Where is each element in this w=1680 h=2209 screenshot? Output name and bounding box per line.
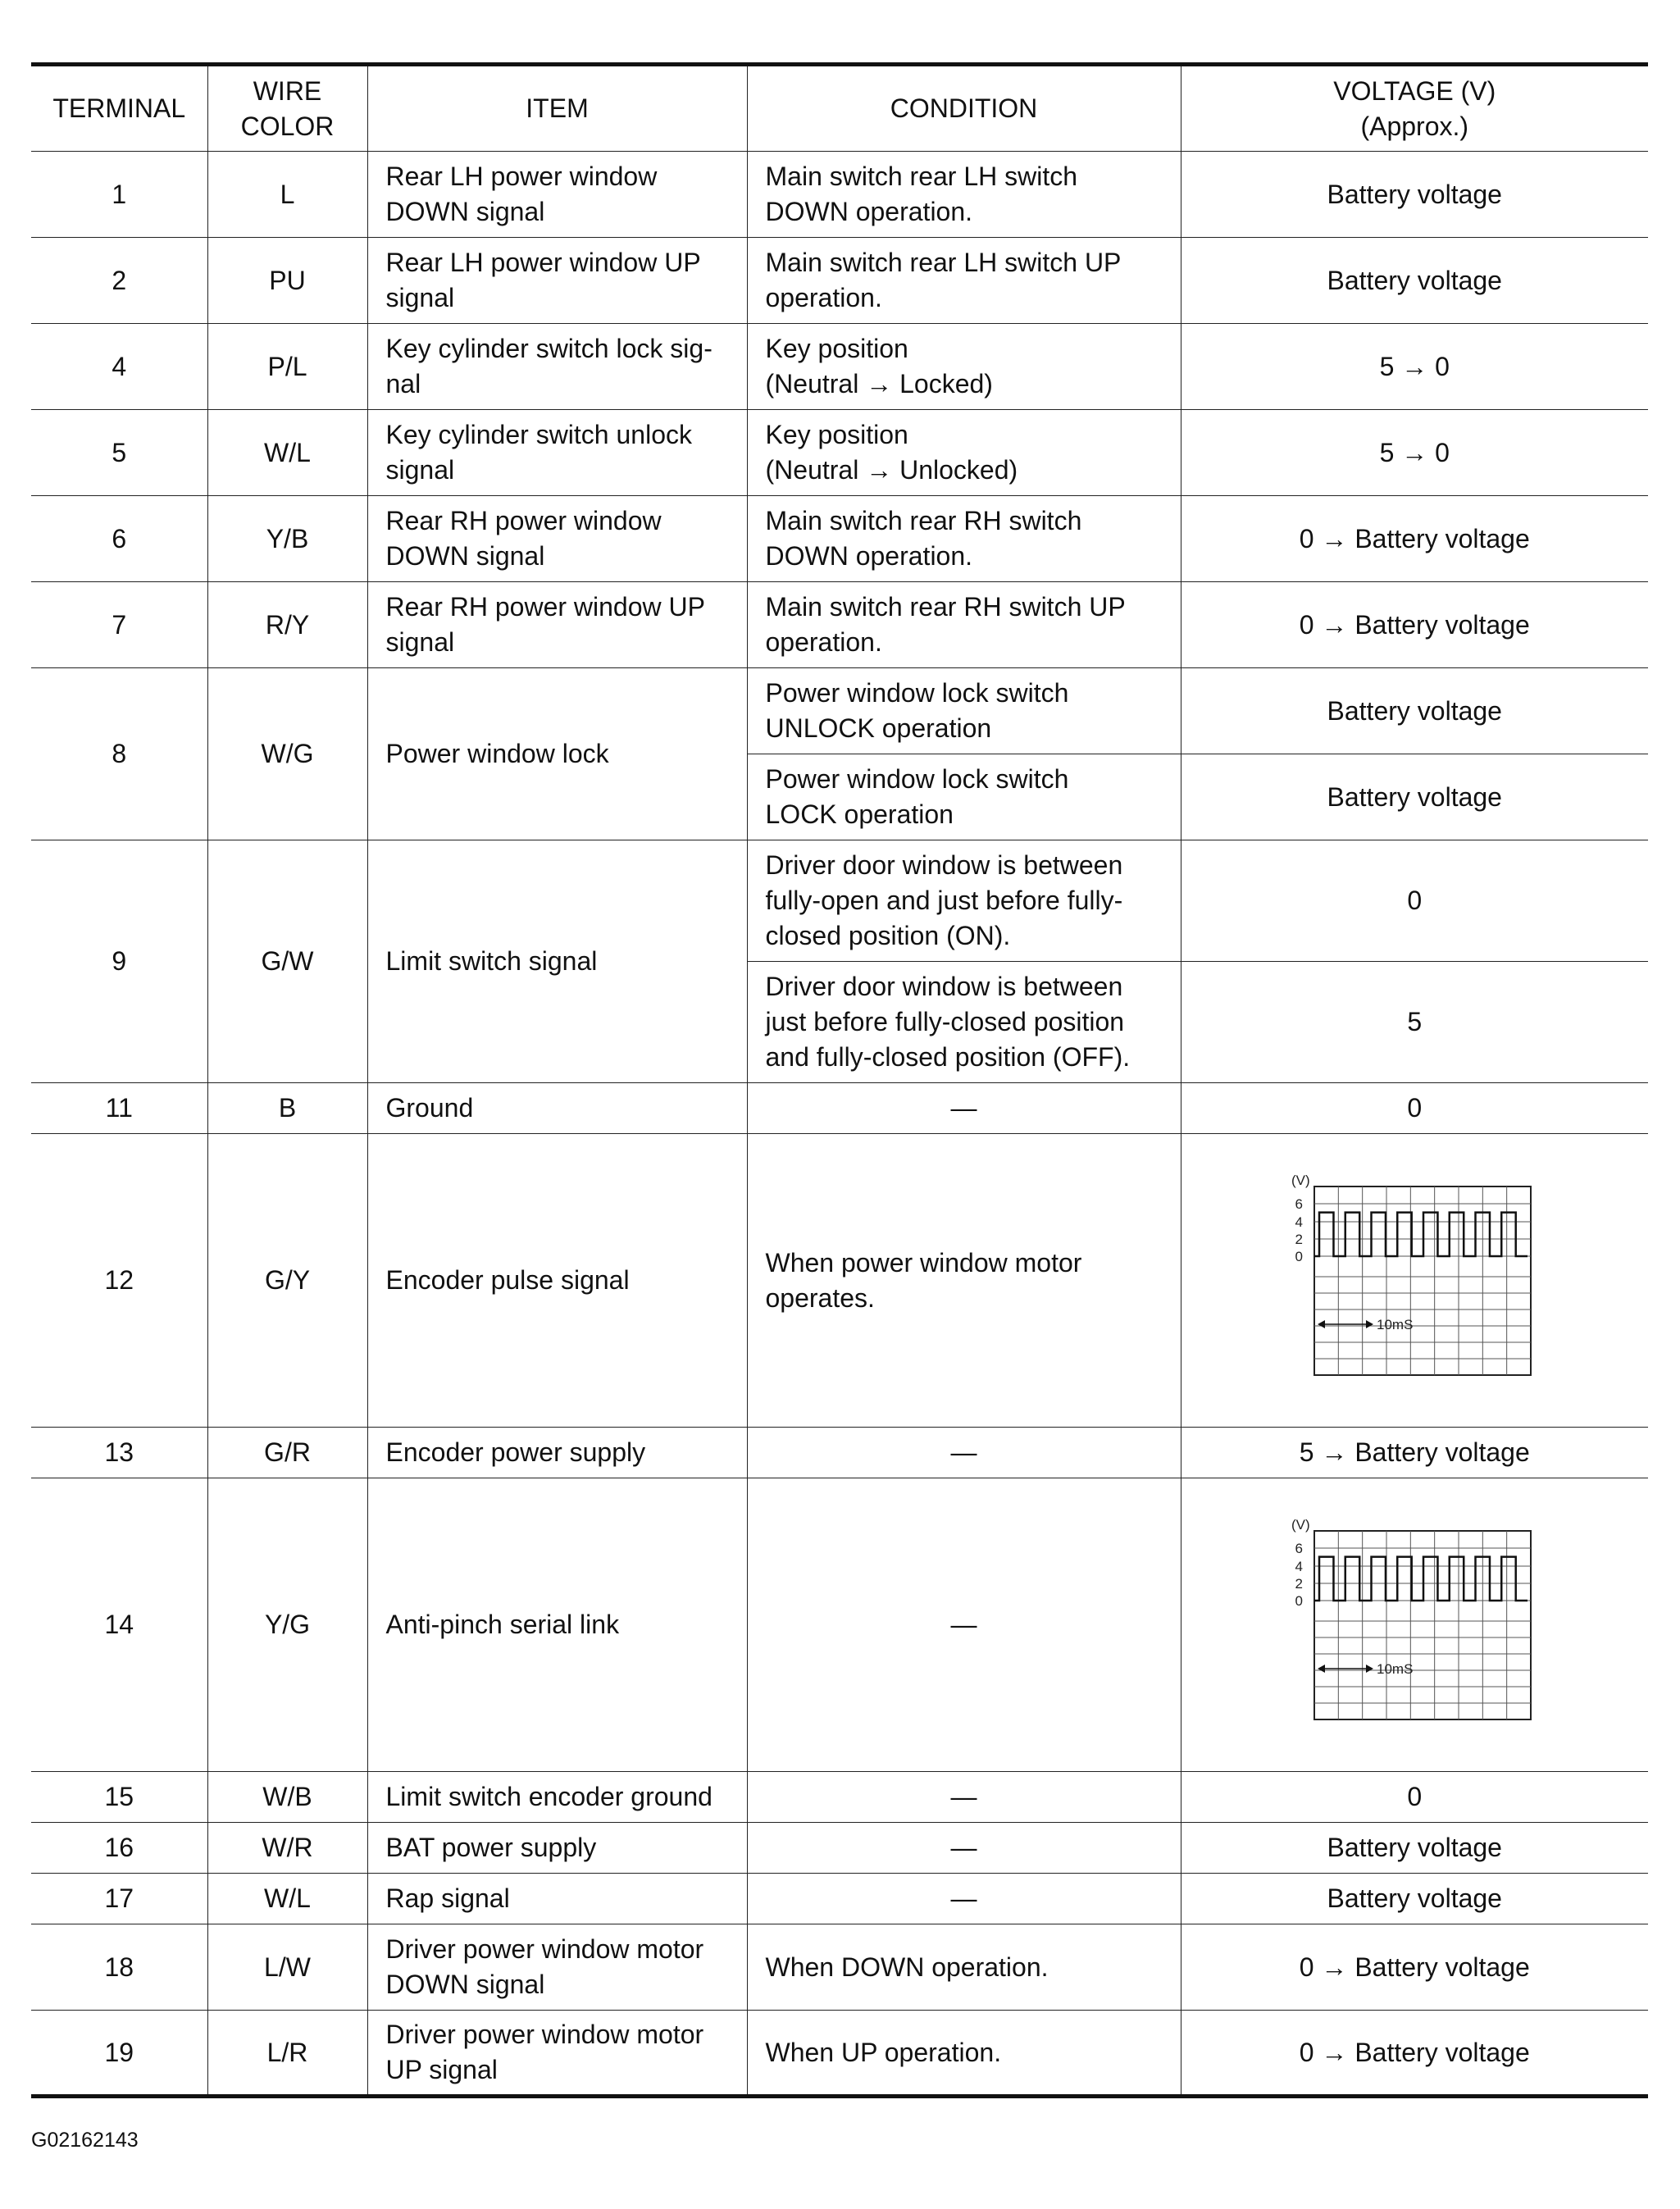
- voltage-cell: 5 → 0: [1181, 410, 1648, 496]
- voltage-cell: Battery voltage: [1181, 1874, 1648, 1924]
- voltage-cell: Battery voltage: [1181, 754, 1648, 840]
- figure-id: G02162143: [31, 2129, 139, 2152]
- voltage-cell: Battery voltage: [1181, 152, 1648, 238]
- condition-cell: When UP operation.: [747, 2011, 1181, 2097]
- table-row: [31, 1428, 1648, 1478]
- table-row: [31, 1478, 1648, 1772]
- voltage-cell: 5 → 0: [1181, 324, 1648, 410]
- header-voltage: VOLTAGE (V) (Approx.): [1181, 65, 1648, 152]
- table-row: [31, 410, 1648, 496]
- table-row: [31, 1823, 1648, 1874]
- condition-cell: Main switch rear RH switch DOWN operation.: [747, 496, 1181, 582]
- condition-cell: Power window lock switch LOCK operation: [747, 754, 1181, 840]
- time-arrow-left: [1318, 1665, 1325, 1673]
- voltage-cell: Battery voltage: [1181, 668, 1648, 754]
- wire-color-cell: Y/B: [207, 496, 367, 582]
- y-tick-label: 0: [1295, 1248, 1304, 1264]
- voltage-waveform-cell: [1181, 1134, 1648, 1428]
- voltage-cell: Battery voltage: [1181, 238, 1648, 324]
- condition-cell: —: [747, 1772, 1181, 1823]
- condition-cell: Driver door window is between fully-open and just before fully- closed position (ON).: [747, 840, 1181, 962]
- table-row: [31, 1083, 1648, 1134]
- item-cell: Driver power window motor UP signal: [367, 2011, 747, 2097]
- item-cell: Rap signal: [367, 1874, 747, 1924]
- voltage-cell: 0: [1181, 840, 1648, 962]
- condition-cell: Main switch rear LH switch UP operation.: [747, 238, 1181, 324]
- item-cell: Rear LH power window UP signal: [367, 238, 747, 324]
- table-row: [31, 1134, 1648, 1428]
- condition-cell: Key position (Neutral → Locked): [747, 324, 1181, 410]
- item-cell: Limit switch signal: [367, 840, 747, 1083]
- table-row: [31, 668, 1648, 754]
- condition-cell: —: [747, 1083, 1181, 1134]
- voltage-cell: 0 → Battery voltage: [1181, 1924, 1648, 2011]
- y-unit-label: (V): [1291, 1172, 1310, 1188]
- voltage-cell: 5 → Battery voltage: [1181, 1428, 1648, 1478]
- item-cell: Key cylinder switch lock sig- nal: [367, 324, 747, 410]
- wire-color-cell: W/B: [207, 1772, 367, 1823]
- terminal-cell: 14: [31, 1478, 207, 1772]
- table-row: [31, 582, 1648, 668]
- wire-color-cell: R/Y: [207, 582, 367, 668]
- y-unit-label: (V): [1291, 1516, 1310, 1533]
- wire-color-cell: L: [207, 152, 367, 238]
- terminal-cell: 13: [31, 1428, 207, 1478]
- terminal-cell: 5: [31, 410, 207, 496]
- condition-cell: —: [747, 1428, 1181, 1478]
- table-row: [31, 238, 1648, 324]
- header-wire-color: WIRE COLOR: [207, 65, 367, 152]
- pulse-trace: [1314, 1556, 1527, 1600]
- item-cell: Encoder power supply: [367, 1428, 747, 1478]
- wire-color-cell: PU: [207, 238, 367, 324]
- condition-cell: When power window motor operates.: [747, 1134, 1181, 1428]
- wire-color-cell: Y/G: [207, 1478, 367, 1772]
- voltage-waveform-cell: [1181, 1478, 1648, 1772]
- table-row: [31, 1924, 1648, 2011]
- wire-color-cell: W/G: [207, 668, 367, 840]
- terminal-cell: 19: [31, 2011, 207, 2097]
- serial-link-waveform: [1275, 1514, 1554, 1736]
- table-row: [31, 324, 1648, 410]
- y-tick-label: 0: [1295, 1592, 1304, 1609]
- header-condition: CONDITION: [747, 65, 1181, 152]
- voltage-cell: 0: [1181, 1772, 1648, 1823]
- table-row: [31, 152, 1648, 238]
- y-tick-label: 6: [1295, 1196, 1304, 1212]
- condition-cell: Key position (Neutral → Unlocked): [747, 410, 1181, 496]
- terminal-cell: 2: [31, 238, 207, 324]
- wire-color-cell: B: [207, 1083, 367, 1134]
- item-cell: Rear RH power window UP signal: [367, 582, 747, 668]
- item-cell: Key cylinder switch unlock signal: [367, 410, 747, 496]
- condition-cell: —: [747, 1823, 1181, 1874]
- condition-cell: Power window lock switch UNLOCK operation: [747, 668, 1181, 754]
- terminal-cell: 6: [31, 496, 207, 582]
- item-cell: Power window lock: [367, 668, 747, 840]
- header-terminal: TERMINAL: [31, 65, 207, 152]
- wire-color-cell: W/L: [207, 1874, 367, 1924]
- terminal-cell: 8: [31, 668, 207, 840]
- terminal-cell: 7: [31, 582, 207, 668]
- item-cell: Anti-pinch serial link: [367, 1478, 747, 1772]
- wire-color-cell: G/Y: [207, 1134, 367, 1428]
- condition-cell: Main switch rear LH switch DOWN operation.: [747, 152, 1181, 238]
- terminal-spec-table: [31, 62, 1648, 2098]
- item-cell: Limit switch encoder ground: [367, 1772, 747, 1823]
- y-tick-label: 2: [1295, 1231, 1304, 1247]
- terminal-cell: 9: [31, 840, 207, 1083]
- item-cell: Ground: [367, 1083, 747, 1134]
- item-cell: BAT power supply: [367, 1823, 747, 1874]
- terminal-cell: 11: [31, 1083, 207, 1134]
- table-row: [31, 496, 1648, 582]
- voltage-cell: 0: [1181, 1083, 1648, 1134]
- voltage-cell: 0 → Battery voltage: [1181, 582, 1648, 668]
- terminal-cell: 17: [31, 1874, 207, 1924]
- terminal-cell: 1: [31, 152, 207, 238]
- header-item: ITEM: [367, 65, 747, 152]
- item-cell: Rear RH power window DOWN signal: [367, 496, 747, 582]
- condition-cell: Driver door window is between just before fully-closed position and fully-closed position (OFF).: [747, 962, 1181, 1083]
- voltage-cell: 0 → Battery voltage: [1181, 2011, 1648, 2097]
- header-row: [31, 65, 1648, 152]
- y-tick-label: 6: [1295, 1540, 1304, 1556]
- terminal-cell: 16: [31, 1823, 207, 1874]
- wire-color-cell: P/L: [207, 324, 367, 410]
- time-arrow-right: [1366, 1320, 1373, 1328]
- table-row: [31, 2011, 1648, 2097]
- table-row: [31, 1772, 1648, 1823]
- wire-color-cell: W/L: [207, 410, 367, 496]
- wire-color-cell: L/W: [207, 1924, 367, 2011]
- item-cell: Driver power window motor DOWN signal: [367, 1924, 747, 2011]
- y-tick-label: 4: [1295, 1214, 1304, 1230]
- terminal-cell: 12: [31, 1134, 207, 1428]
- condition-cell: Main switch rear RH switch UP operation.: [747, 582, 1181, 668]
- time-scale-label: 10mS: [1377, 1660, 1414, 1677]
- table-row: [31, 840, 1648, 962]
- wire-color-cell: W/R: [207, 1823, 367, 1874]
- time-arrow-left: [1318, 1320, 1325, 1328]
- terminal-cell: 18: [31, 1924, 207, 2011]
- wire-color-cell: G/R: [207, 1428, 367, 1478]
- encoder-pulse-waveform: [1275, 1170, 1554, 1391]
- time-arrow-right: [1366, 1665, 1373, 1673]
- item-cell: Rear LH power window DOWN signal: [367, 152, 747, 238]
- voltage-cell: 5: [1181, 962, 1648, 1083]
- condition-cell: When DOWN operation.: [747, 1924, 1181, 2011]
- terminal-cell: 4: [31, 324, 207, 410]
- table-row: [31, 1874, 1648, 1924]
- time-scale-label: 10mS: [1377, 1316, 1414, 1332]
- terminal-cell: 15: [31, 1772, 207, 1823]
- item-cell: Encoder pulse signal: [367, 1134, 747, 1428]
- condition-cell: —: [747, 1478, 1181, 1772]
- y-tick-label: 2: [1295, 1575, 1304, 1592]
- pulse-trace: [1314, 1212, 1527, 1255]
- wire-color-cell: L/R: [207, 2011, 367, 2097]
- voltage-cell: Battery voltage: [1181, 1823, 1648, 1874]
- y-tick-label: 4: [1295, 1558, 1304, 1574]
- condition-cell: —: [747, 1874, 1181, 1924]
- wire-color-cell: G/W: [207, 840, 367, 1083]
- voltage-cell: 0 → Battery voltage: [1181, 496, 1648, 582]
